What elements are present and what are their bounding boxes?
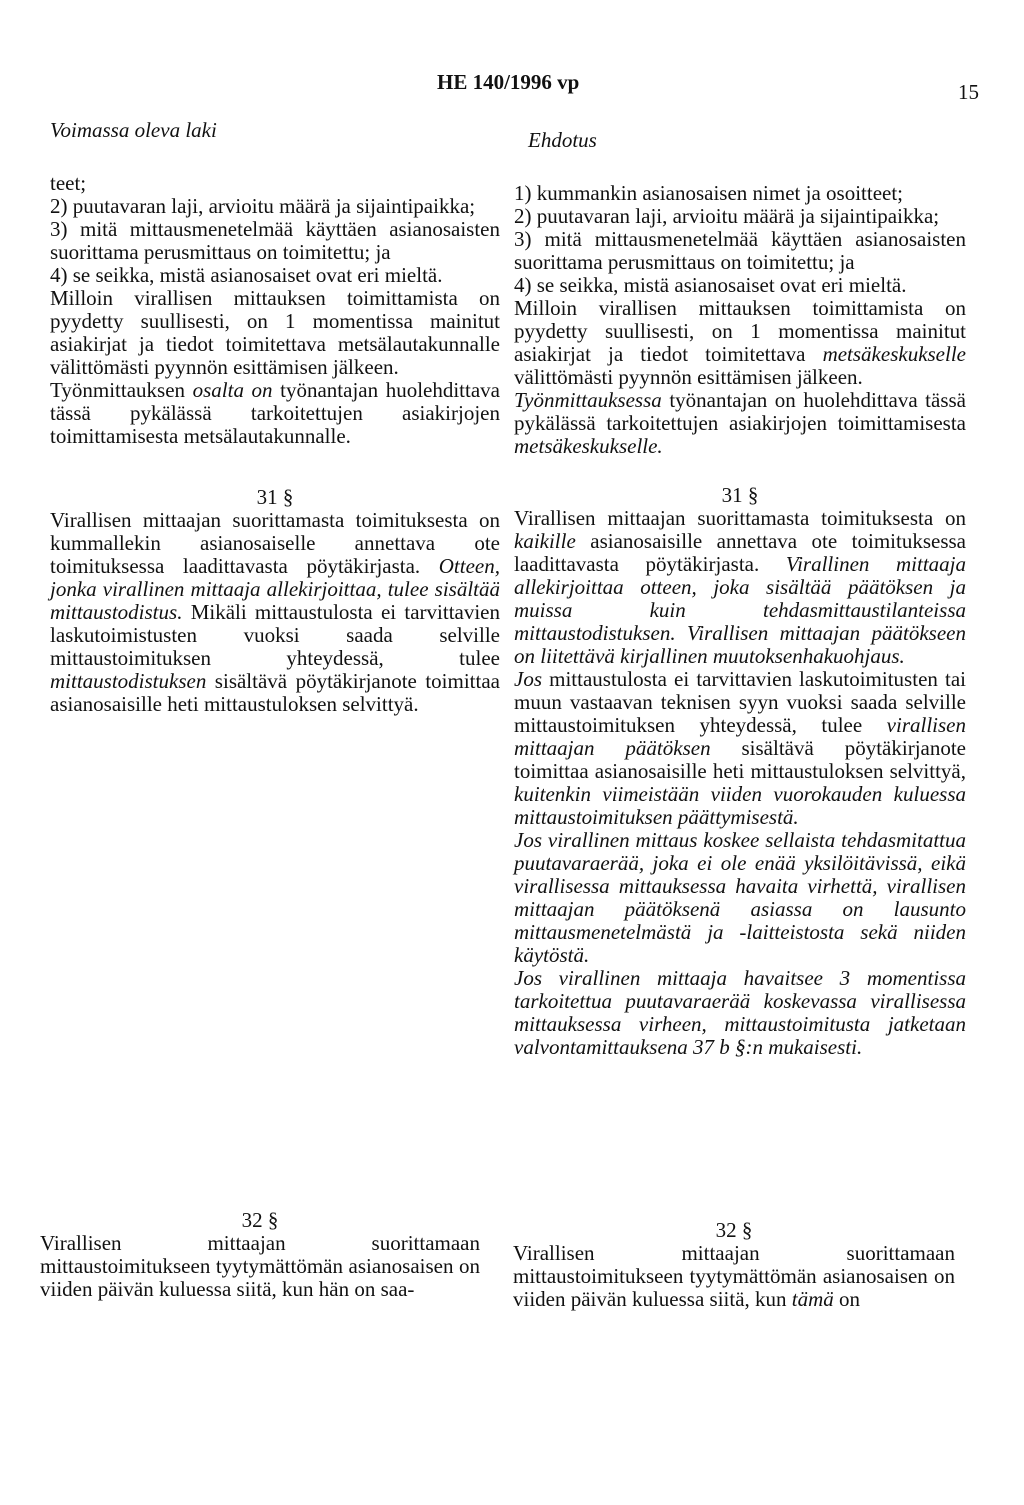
page-number: 15 xyxy=(958,80,979,104)
paragraph: 2) puutavaran laji, arvioitu määrä ja sijaintipaikka; xyxy=(514,204,940,228)
right-column xyxy=(514,182,966,1059)
document-id: HE 140/1996 vp xyxy=(437,70,580,94)
paragraph: Virallisen mittaajan suorittamasta toimituksesta on kummallekin asianosaiselle annettava ote toimituksessa laadittavasta pöytäkirjasta. Otteen, jonka virallinen mittaaja allekirjoittaa, tulee sisältää mittaustodistus. Mikäli mittaustulosta ei tarvittavien laskutoimistusten vuoksi saada selville mittaustoimituksen yhteydessä, tulee mittaustodistuksen sisältävä pöytäkirjanote toimittaa asianosaisille heti mittaustuloksen selvittyä. xyxy=(50,508,500,716)
paragraph: Jos virallinen mittaaja havaitsee 3 momentissa tarkoitettua puutavaraerää koskevassa virallisessa mittauksessa virheen, mittaustoimitusta jatketaan valvontamittauksena 37 b §:n mukaisesti. xyxy=(514,966,966,1059)
paragraph: 3) mitä mittausmenetelmää käyttäen asianosaisten suorittama perusmittaus on toimitettu; ja xyxy=(514,227,966,274)
paragraph: Jos virallinen mittaus koskee sellaista tehdasmitattua puutavaraerää, joka ei ole enää yksilöitävissä, eikä virallisessa mittauksessa havaita virhettä, virallisen mittaajan päätöksenä asiassa on lausunto mittausmenetelmästä ja -laitteistosta sekä niiden käytöstä. xyxy=(514,828,966,967)
paragraph: Työnmittauksessa työnantajan on huolehdittava tässä pykälässä tarkoitettujen asiakirjojen toimittamisesta metsäkeskukselle. xyxy=(514,388,966,458)
paragraph: 1) kummankin asianosaisen nimet ja osoitteet; xyxy=(514,181,904,205)
paragraph: 4) se seikka, mistä asianosaiset ovat eri mieltä. xyxy=(50,263,443,287)
paragraph: Jos mittaustulosta ei tarvittavien laskutoimitusten tai muun vastaavan teknisen syyn vuoksi saada selville mittaustoimituksen yhteydessä, tulee virallisen mittaajan päätöksen sisältävä pöytäkirjanote toimittaa asianosaisille heti mittaustuloksen selvittyä, kuitenkin viimeistään viiden vuorokauden kuluessa mittaustoimituksen päättymisestä. xyxy=(514,667,967,829)
paragraph: 2) puutavaran laji, arvioitu määrä ja sijaintipaikka; xyxy=(50,194,476,218)
paragraph: Virallisen mittaajan suorittamasta toimituksesta on kaikille asianosaisille annettava ote toimituksessa laadittavasta pöytäkirjasta. Virallinen mittaaja allekirjoittaa otteen, joka sisältää päätöksen ja muissa kuin tehdasmittaustilanteissa mittaustodistuksen. Virallisen mittaajan päätökseen on liitettävä kirjallinen muutoksenhakuohjaus. xyxy=(514,506,966,668)
right-section-32 xyxy=(513,1219,955,1311)
paragraph: 4) se seikka, mistä asianosaiset ovat eri mieltä. xyxy=(514,273,907,297)
paragraph: Työnmittauksen osalta on työnantajan huolehdittava tässä pykälässä tarkoitettujen asiakirjojen toimittamisesta metsälautakunnalle. xyxy=(50,378,500,448)
paragraph: Milloin virallisen mittauksen toimittamista on pyydetty suullisesti, on 1 momentissa mainitut asiakirjat ja tiedot toimitettava metsälautakunnalle välittömästi pyynnön esittämisen jälkeen. xyxy=(50,286,500,379)
section-heading-32: 32 § xyxy=(715,1218,753,1242)
section-heading-31: 31 § xyxy=(721,483,759,507)
paragraph: Virallisen mittaajan suorittamaan mittaustoimitukseen tyytymättömän asianosaisen on viiden päivän kuluessa siitä, kun tämä on xyxy=(513,1241,955,1311)
left-column xyxy=(50,172,500,716)
right-column-heading: Ehdotus xyxy=(528,128,597,152)
paragraph: 3) mitä mittausmenetelmää käyttäen asianosaisten suorittama perusmittaus on toimitettu; ja xyxy=(50,217,500,264)
section-heading-31: 31 § xyxy=(256,485,294,509)
left-column-heading: Voimassa oleva laki xyxy=(50,118,217,142)
left-section-32 xyxy=(40,1209,480,1301)
paragraph: teet; xyxy=(50,171,87,195)
paragraph: Virallisen mittaajan suorittamaan mittaustoimitukseen tyytymättömän asianosaisen on viiden päivän kuluessa siitä, kun hän on saa- xyxy=(40,1231,480,1301)
paragraph: Milloin virallisen mittauksen toimittamista on pyydetty suullisesti, on 1 momentissa mainitut asiakirjat ja tiedot toimitettava metsäkeskukselle välittömästi pyynnön esittämisen jälkeen. xyxy=(514,296,966,389)
section-heading-32: 32 § xyxy=(241,1208,279,1232)
